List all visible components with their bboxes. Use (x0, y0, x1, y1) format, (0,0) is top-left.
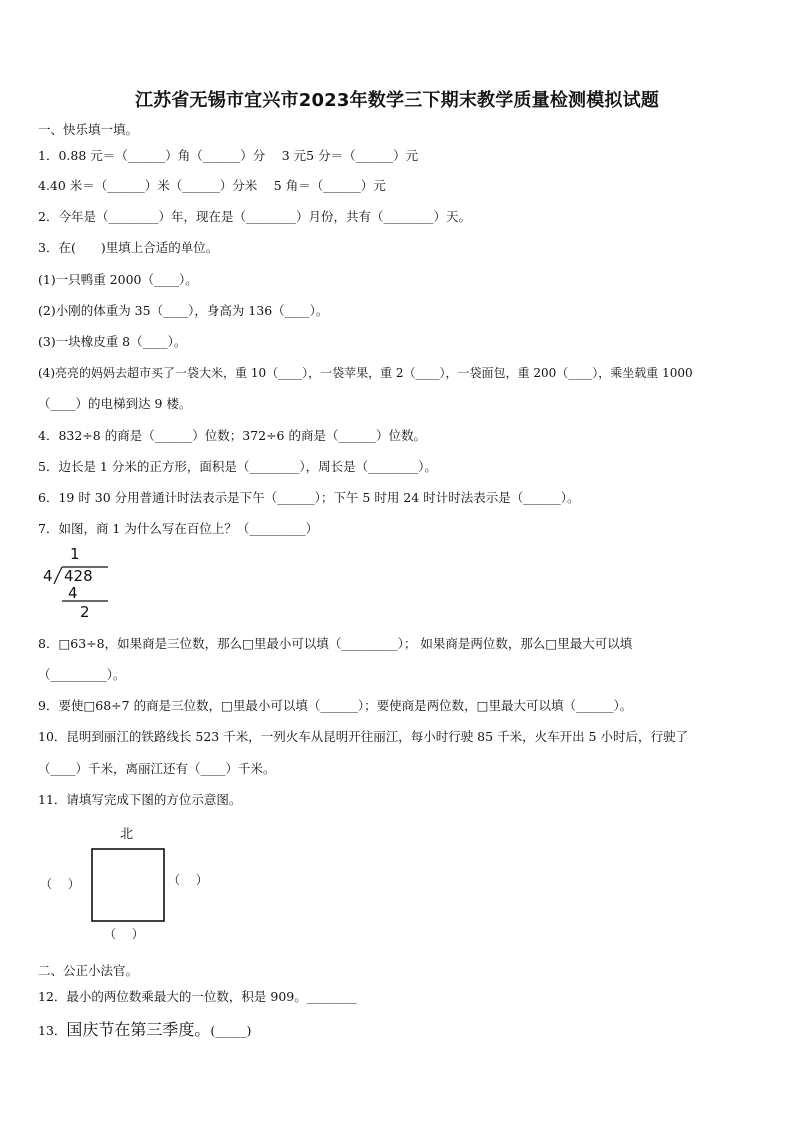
question-8b: （_________）。 (38, 667, 126, 682)
question-5: 5．边长是 1 分米的正方形，面积是（________），周长是（________）。 (38, 459, 437, 474)
question-3-4b: （____）的电梯到达 9 楼。 (38, 396, 192, 411)
question-9: 9．要使□68÷7 的商是三位数，□里最小可以填（______）；要使商是两位数，□里最大可以填（______）。 (38, 698, 633, 713)
question-12: 12．最小的两位数乘最大的一位数，积是 909。________ (38, 989, 357, 1004)
question-3-4a: (4)亮亮的妈妈去超市买了一袋大米，重 10（____），一袋苹果，重 2（____），一袋面包，重 200（____），乘坐载重 1000 (38, 366, 693, 380)
question-13-text: 国庆节在第三季度。 (66, 1020, 211, 1039)
page-title: 江苏省无锡市宜兴市2023年数学三下期末教学质量检测模拟试题 (134, 90, 660, 111)
division-dividend: 428 (64, 567, 93, 585)
question-13 (38, 1022, 251, 1039)
division-remainder: 2 (80, 603, 90, 621)
division-product: 4 (68, 584, 78, 602)
compass-south-blank: （ ） (104, 927, 144, 941)
compass-north-label: 北 (120, 827, 134, 842)
question-3-3: (3)一块橡皮重 8（____）。 (38, 334, 187, 349)
question-10a: 10．昆明到丽江的铁路线长 523 千米，一列火车从昆明开往丽江，每小时行驶 85 千米，火车开出 5 小时后，行驶了 (38, 729, 688, 744)
division-divisor: 4 (43, 567, 53, 585)
section-2-heading: 二、公正小法官。 (38, 963, 139, 978)
compass-square (92, 849, 164, 921)
long-division-figure (40, 544, 120, 624)
compass-east-blank: （ ） (168, 873, 208, 887)
compass-diagram (38, 820, 238, 950)
question-6: 6．19 时 30 分用普通计时法表示是下午（______）；下午 5 时用 24 时计时法表示是（______）。 (38, 490, 580, 505)
question-7: 7．如图，商 1 为什么写在百位上？（_________） (38, 521, 319, 536)
question-11: 11．请填写完成下图的方位示意图。 (38, 792, 242, 807)
compass-west-blank: （ ） (40, 877, 80, 891)
question-3: 3．在( )里填上合适的单位。 (38, 240, 219, 255)
question-3-2: (2)小刚的体重为 35（____），身高为 136（____）。 (38, 303, 329, 318)
section-1-heading: 一、快乐填一填。 (38, 122, 139, 137)
question-8a: 8．□63÷8，如果商是三位数，那么□里最小可以填（_________）； 如果商是两位数，那么□里最大可以填 (38, 636, 633, 651)
question-13-number: 13． (38, 1023, 67, 1038)
question-3-1: (1)一只鸭重 2000（____）。 (38, 272, 198, 287)
division-quotient: 1 (70, 545, 80, 563)
question-13-blank: (_____) (210, 1023, 252, 1038)
question-4: 4．832÷8 的商是（______）位数；372÷6 的商是（______）位数。 (38, 428, 426, 443)
question-2: 2．今年是（________）年，现在是（________）月份，共有（________）天。 (38, 209, 471, 224)
question-1a: 1．0.88 元＝（______）角（______）分 3 元5 分＝（______）元 (38, 148, 419, 163)
question-10b: （____）千米，离丽江还有（____）千米。 (38, 761, 276, 776)
question-1b: 4.40 米＝（______）米（______）分米 5 角＝（______）元 (38, 178, 386, 193)
